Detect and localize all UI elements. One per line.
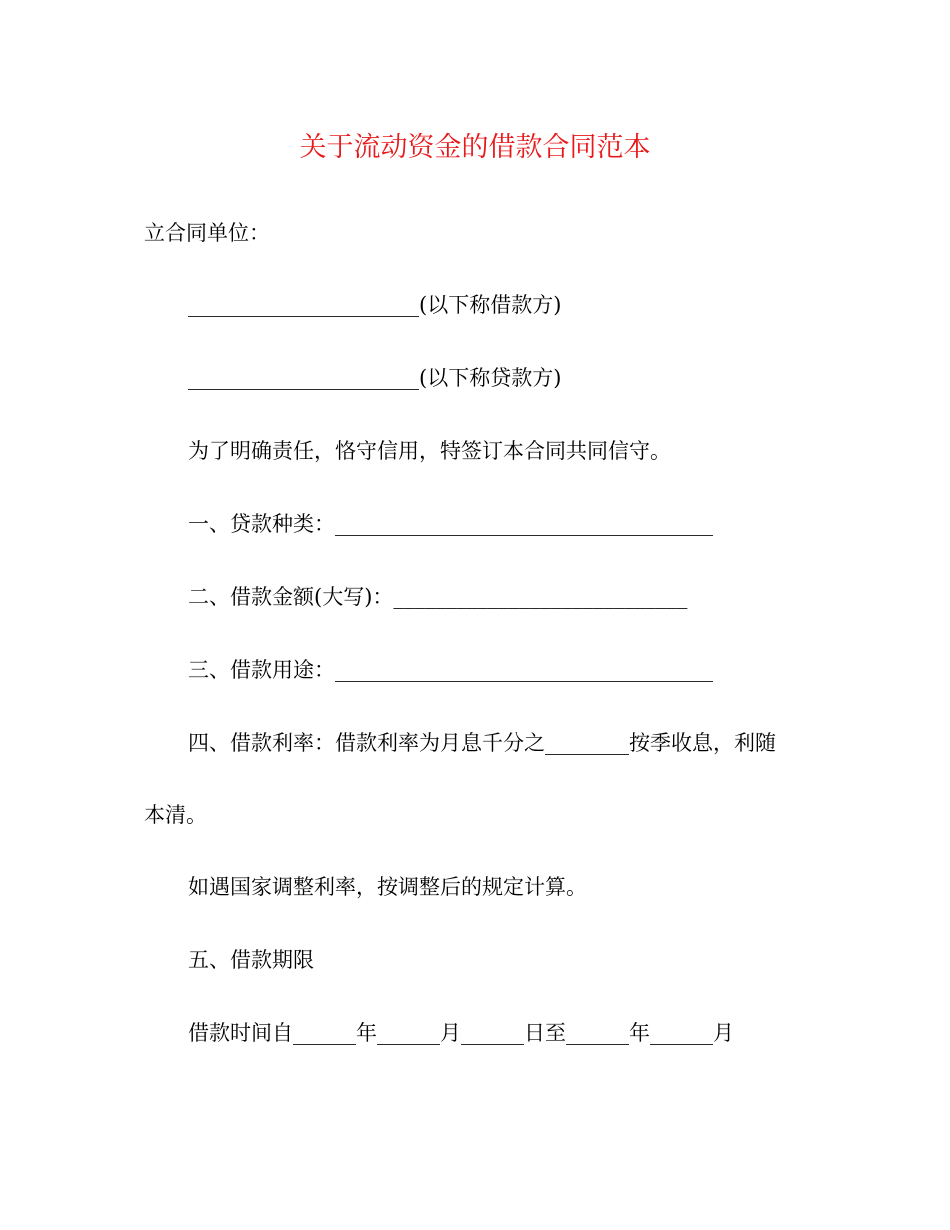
clause-interest-adjustment: 如遇国家调整利率，按调整后的规定计算。 <box>188 875 587 899</box>
clause-interest-rate-continued: 本清。 <box>144 803 207 827</box>
clause-loan-term: 五、借款期限 <box>188 948 314 972</box>
borrower-line: ______________________(以下称借款方) <box>188 293 562 317</box>
clause-loan-amount: 二、借款金额(大写)：____________________________ <box>188 585 688 609</box>
parties-heading: 立合同单位： <box>144 221 270 245</box>
preamble: 为了明确责任，恪守信用，特签订本合同共同信守。 <box>188 439 671 463</box>
clause-loan-type: 一、贷款种类：____________________________________ <box>188 512 713 536</box>
clause-loan-period: 借款时间自______年______月______日至______年______月 <box>188 1021 734 1045</box>
clause-interest-rate: 四、借款利率：借款利率为月息千分之________按季收息，利随 <box>188 731 776 755</box>
clause-loan-purpose: 三、借款用途：____________________________________ <box>188 658 713 682</box>
document-title: 关于流动资金的借款合同范本 <box>299 132 651 163</box>
lender-line: ______________________(以下称贷款方) <box>188 366 562 390</box>
